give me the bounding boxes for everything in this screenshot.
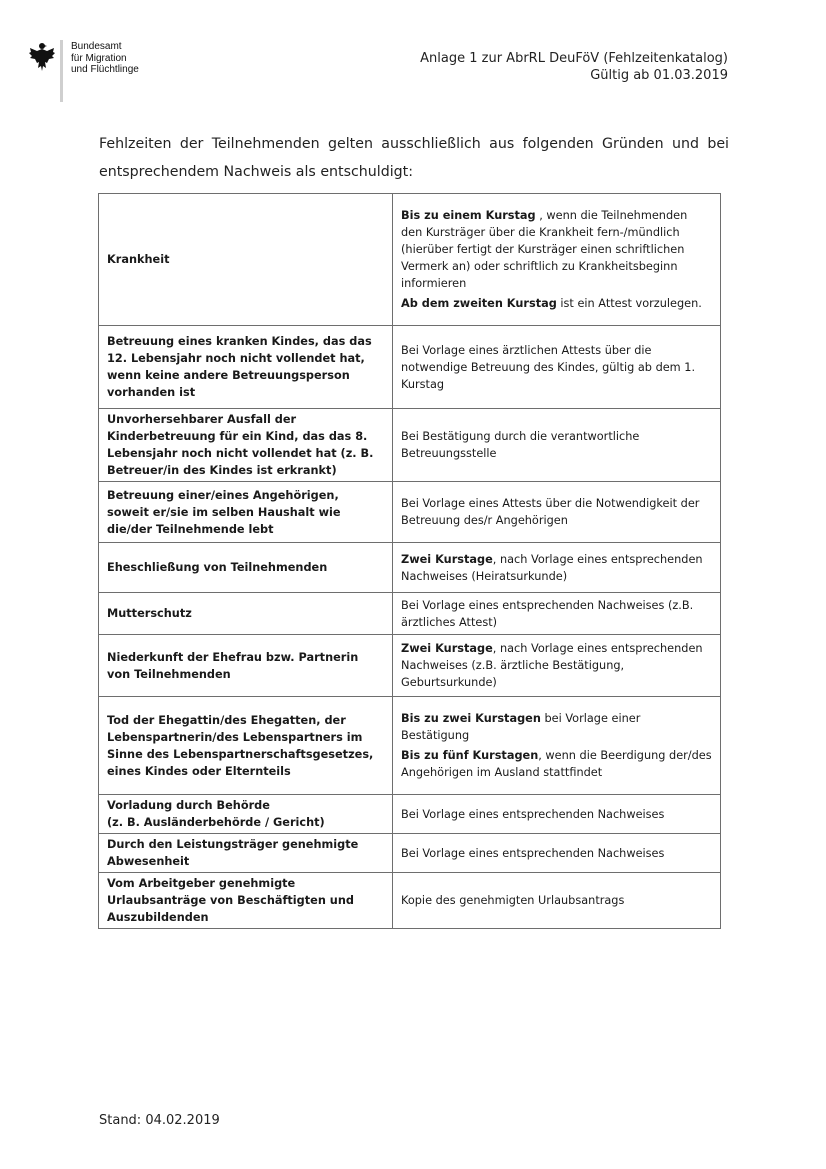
condition-emphasis: Bis zu zwei Kurstagen: [401, 712, 541, 725]
absence-reason-text: Eheschließung von Teilnehmenden: [107, 561, 328, 574]
table-row: [99, 795, 721, 834]
condition-paragraph: [401, 428, 712, 462]
absence-reason-text: Tod der Ehegattin/des Ehegatten, der Lebenspartnerin/des Lebenspartners im Sinne des Lebenspartnerschaftsgesetzes, eines Kindes oder Elternteils: [107, 713, 374, 778]
condition-paragraph: [401, 295, 712, 312]
condition-text: bei Vorlage einer Bestätigung: [401, 712, 641, 742]
agency-name-line: Bundesamt: [71, 41, 122, 52]
absence-reason: [99, 482, 393, 543]
absence-reason: [99, 635, 393, 697]
federal-eagle-icon: [28, 40, 56, 72]
condition-paragraph: [401, 640, 712, 691]
condition-paragraph: [401, 495, 712, 529]
absence-reason: [99, 873, 393, 929]
agency-name-line: für Migration: [71, 52, 127, 64]
absence-reason-text: Krankheit: [107, 253, 170, 266]
absence-condition: [393, 593, 721, 635]
absence-condition: [393, 194, 721, 326]
absence-condition: [393, 795, 721, 834]
absence-reason: [99, 409, 393, 482]
condition-text: , nach Vorlage eines entsprechenden Nachweises (z.B. ärztliche Bestätigung, Geburtsurkunde): [401, 642, 703, 689]
table-row: [99, 593, 721, 635]
condition-text: Bei Vorlage eines entsprechenden Nachweises (z.B. ärztliches Attest): [401, 598, 694, 629]
intro-paragraph: Fehlzeiten der Teilnehmenden gelten ausschließlich aus folgenden Gründen und bei entsprechendem Nachweis als entschuldigt:: [99, 136, 729, 180]
absence-reason: [99, 834, 393, 873]
absence-reason-text: (z. B. Ausländerbehörde / Gericht): [107, 816, 325, 829]
absence-reason-text: Niederkunft der Ehefrau bzw. Partnerin von Teilnehmenden: [107, 650, 359, 681]
agency-name-line: und Flüchtlinge: [71, 64, 139, 75]
condition-paragraph: [401, 892, 712, 909]
absence-reason: [99, 593, 393, 635]
condition-paragraph: [401, 551, 712, 585]
table-row: [99, 482, 721, 543]
absence-condition: [393, 326, 721, 409]
absence-reason: [99, 543, 393, 593]
condition-text: , wenn die Beerdigung der/des Angehörigen im Ausland stattfindet: [401, 749, 712, 779]
condition-paragraph: [401, 342, 712, 393]
agency-name: [71, 41, 139, 76]
condition-emphasis: Zwei Kurstage: [401, 552, 493, 566]
condition-text: Bei Vorlage eines ärztlichen Attests über die notwendige Betreuung des Kindes, gültig ab dem 1. Kurstag: [401, 343, 696, 391]
table-row: [99, 635, 721, 697]
condition-text: , nach Vorlage eines entsprechenden Nachweises (Heiratsurkunde): [401, 552, 703, 583]
absence-condition: [393, 482, 721, 543]
condition-paragraph: [401, 845, 712, 862]
absence-reason-text: Mutterschutz: [107, 607, 192, 620]
condition-emphasis: Ab dem zweiten Kurstag: [401, 297, 557, 310]
condition-paragraph: [401, 710, 712, 744]
absence-condition: [393, 543, 721, 593]
absence-condition: [393, 834, 721, 873]
absence-reason-text: Betreuung eines kranken Kindes, das das 12. Lebensjahr noch nicht vollendet hat, wenn keine andere Betreuungsperson vorhanden ist: [107, 335, 372, 399]
absence-reason: [99, 697, 393, 795]
status-date: Stand: 04.02.2019: [99, 1113, 220, 1128]
condition-text: Bei Vorlage eines Attests über die Notwendigkeit der Betreuung des/r Angehörigen: [401, 497, 700, 527]
table-row: [99, 697, 721, 795]
condition-text: ist ein Attest vorzulegen.: [556, 297, 702, 310]
absence-reason: [99, 326, 393, 409]
absence-reason-text: Unvorhersehbarer Ausfall der Kinderbetreuung für ein Kind, das das 8. Lebensjahr noch nicht vollendet hat (z. B. Betreuer/in des Kindes ist erkrankt): [107, 413, 374, 477]
absence-reason-text: Betreuung einer/eines Angehörigen, soweit er/sie im selben Haushalt wie die/der Teilnehmende lebt: [107, 488, 341, 536]
absence-condition: [393, 409, 721, 482]
absence-condition: [393, 697, 721, 795]
absence-reason: [99, 194, 393, 326]
condition-text: Bei Vorlage eines entsprechenden Nachweises: [401, 807, 665, 821]
absence-condition: [393, 873, 721, 929]
absence-reason-text: Vom Arbeitgeber genehmigte Urlaubsanträge von Beschäftigten und Auszubildenden: [107, 877, 354, 924]
condition-emphasis: Zwei Kurstage: [401, 642, 493, 655]
condition-paragraph: [401, 207, 712, 292]
condition-paragraph: [401, 747, 712, 781]
table-row: [99, 326, 721, 409]
logo-divider: [60, 40, 63, 102]
condition-emphasis: Bis zu fünf Kurstagen: [401, 749, 539, 762]
condition-paragraph: [401, 806, 712, 823]
document-header: [420, 50, 728, 84]
table-row: [99, 409, 721, 482]
absence-condition: [393, 635, 721, 697]
document-reference: Anlage 1 zur AbrRL DeuFöV (Fehlzeitenkatalog): [420, 51, 728, 66]
absence-catalog-table: [98, 193, 721, 929]
condition-text: Bei Vorlage eines entsprechenden Nachweises: [401, 846, 665, 860]
table-row: [99, 543, 721, 593]
table-row: [99, 834, 721, 873]
absence-reason: [99, 795, 393, 834]
valid-from-date: Gültig ab 01.03.2019: [590, 68, 728, 83]
condition-emphasis: Bis zu einem Kurstag: [401, 209, 536, 222]
condition-text: Bei Bestätigung durch die verantwortliche Betreuungsstelle: [401, 430, 640, 460]
table-row: [99, 194, 721, 326]
condition-text: Kopie des genehmigten Urlaubsantrags: [401, 894, 625, 907]
absence-reason-text: Vorladung durch Behörde: [107, 799, 270, 812]
table-row: [99, 873, 721, 929]
condition-text: , wenn die Teilnehmenden den Kursträger über die Krankheit fern-/mündlich (hierüber fertigt der Kursträger einen schriftlichen Vermerk an) oder schriftlich zu Krankheitsbeginn informieren: [401, 209, 688, 290]
absence-reason-text: Durch den Leistungsträger genehmigte Abwesenheit: [107, 838, 359, 868]
condition-paragraph: [401, 597, 712, 631]
